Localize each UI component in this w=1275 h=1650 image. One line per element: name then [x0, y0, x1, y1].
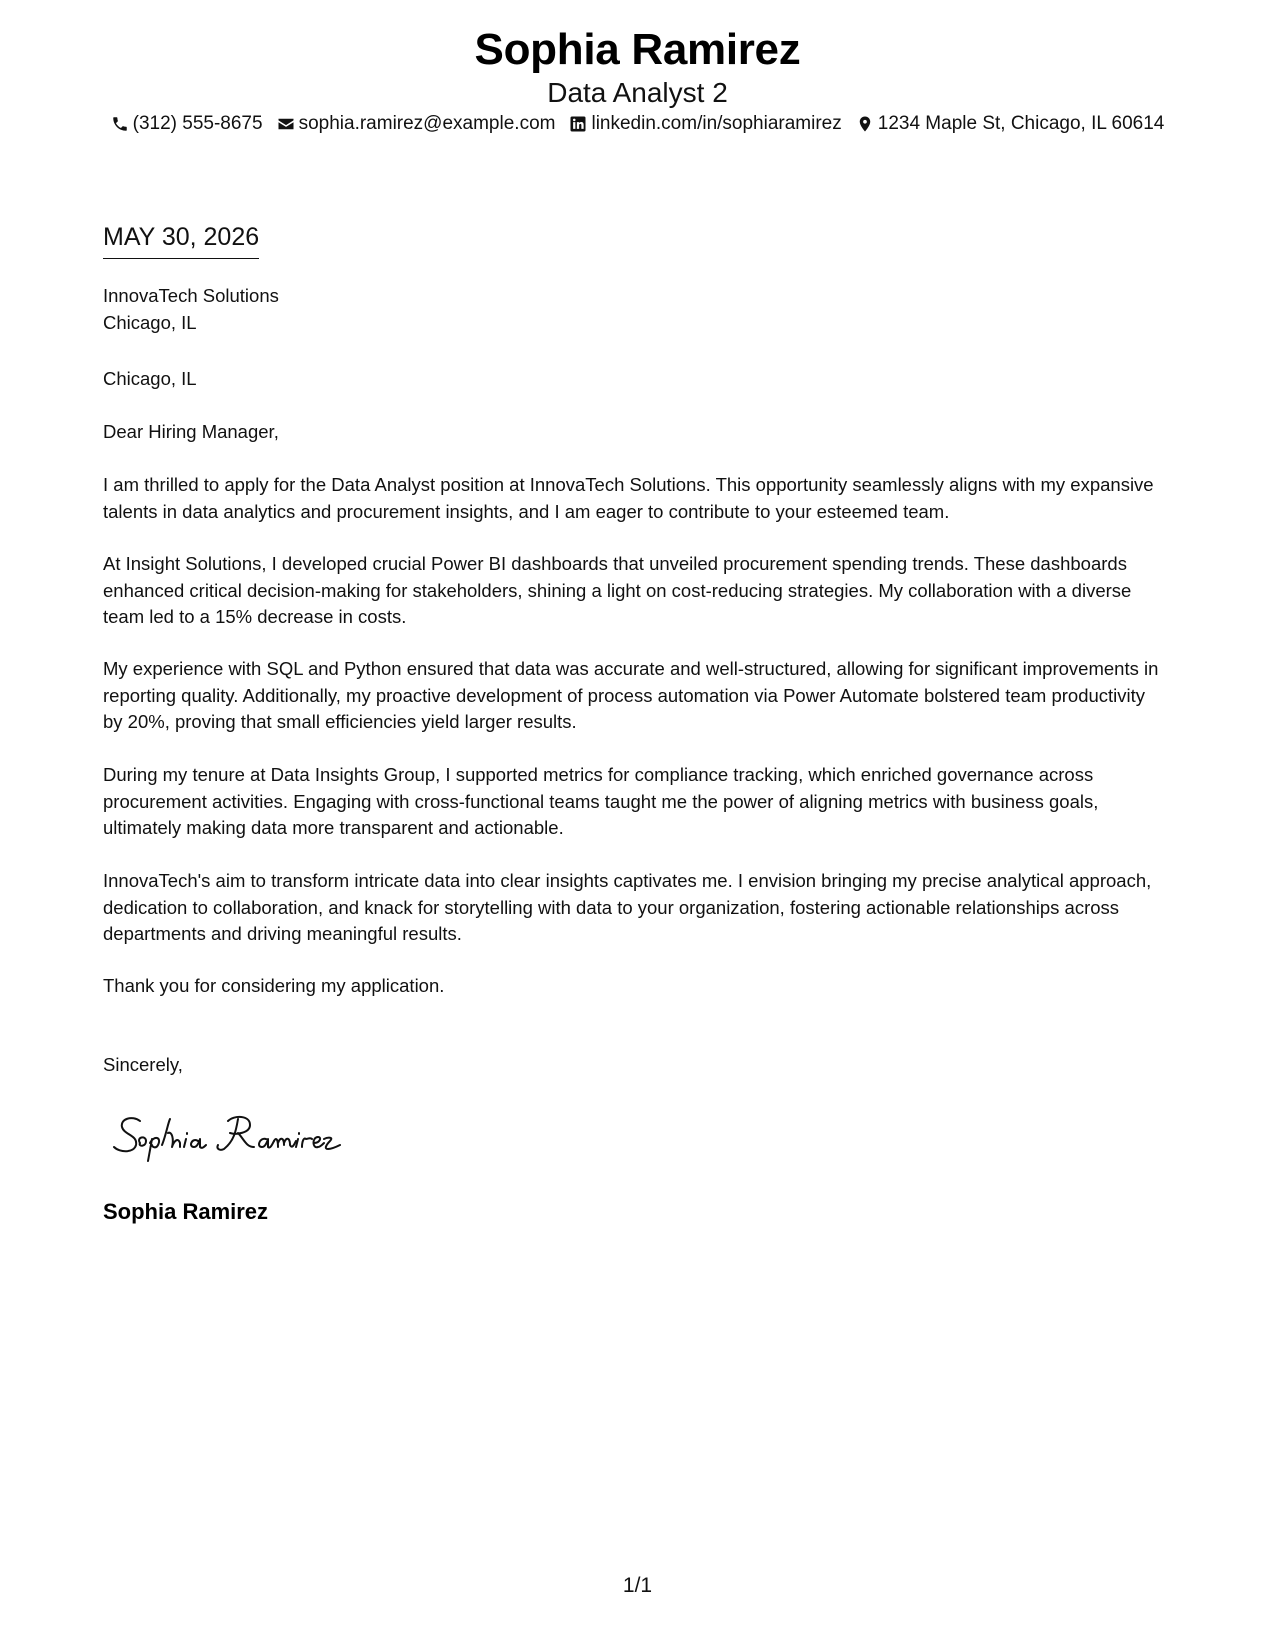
recipient-city: Chicago, IL — [103, 311, 197, 333]
body-paragraph: My experience with SQL and Python ensured that data was accurate and well-structured, allowing for significant improvements in reporting quality. Additionally, my proactive development of process automation via Power Automate bolstered team productivity by 20%, proving that small efficiencies yield larger results. — [103, 658, 1159, 732]
linkedin-icon — [569, 115, 587, 133]
body-paragraph: At Insight Solutions, I developed crucial Power BI dashboards that unveiled procurement spending trends. These dashboards enhanced critical decision-making for stakeholders, shining a light on cost-reducing strategies. My collaboration with a diverse team led to a 15% decrease in costs. — [103, 553, 1132, 627]
signer-name: Sophia Ramirez — [103, 1199, 269, 1224]
letter-header — [0, 24, 1275, 110]
envelope-icon — [277, 115, 295, 133]
salutation: Dear Hiring Manager, — [103, 421, 279, 442]
thank-you-line: Thank you for considering my application. — [103, 975, 445, 996]
contact-email — [277, 112, 556, 136]
recipient-company: InnovaTech Solutions — [103, 285, 279, 306]
page-number: 1/1 — [622, 1574, 653, 1597]
recipient-city-secondary: Chicago, IL — [103, 368, 197, 389]
street-address: 1234 Maple St, Chicago, IL 60614 — [877, 113, 1165, 134]
body-paragraph: InnovaTech's aim to transform intricate data into clear insights captivates me. I envision bringing my precise analytical approach, dedication to collaboration, and knack for storytelling with data to your organization, fostering actionable relationships across departments and driving meaningful results. — [103, 870, 1152, 944]
recipient-block — [103, 283, 1163, 336]
contact-phone — [111, 112, 263, 136]
applicant-title: Data Analyst 2 — [547, 77, 728, 108]
map-pin-icon — [856, 115, 874, 133]
body-paragraph: During my tenure at Data Insights Group, I supported metrics for compliance tracking, which enriched governance across procurement activities. Engaging with cross-functional teams taught me the power of aligning metrics with business goals, ultimately making data more transparent and actionable. — [103, 764, 1099, 838]
contact-bar — [0, 112, 1275, 136]
phone-number: (312) 555-8675 — [132, 113, 263, 134]
closing: Sincerely, — [103, 1054, 183, 1075]
phone-icon — [111, 115, 129, 133]
linkedin-url: linkedin.com/in/sophiaramirez — [591, 113, 842, 134]
contact-linkedin — [569, 112, 841, 136]
handwritten-signature — [110, 1105, 360, 1165]
contact-address — [856, 112, 1165, 136]
letter-date: MAY 30, 2026 — [103, 222, 259, 259]
email-address: sophia.ramirez@example.com — [298, 113, 556, 134]
applicant-name: Sophia Ramirez — [474, 25, 801, 74]
body-paragraph: I am thrilled to apply for the Data Analyst position at InnovaTech Solutions. This opportunity seamlessly aligns with my expansive talents in data analytics and procurement insights, and I am eager to contribute to your esteemed team. — [103, 474, 1154, 522]
